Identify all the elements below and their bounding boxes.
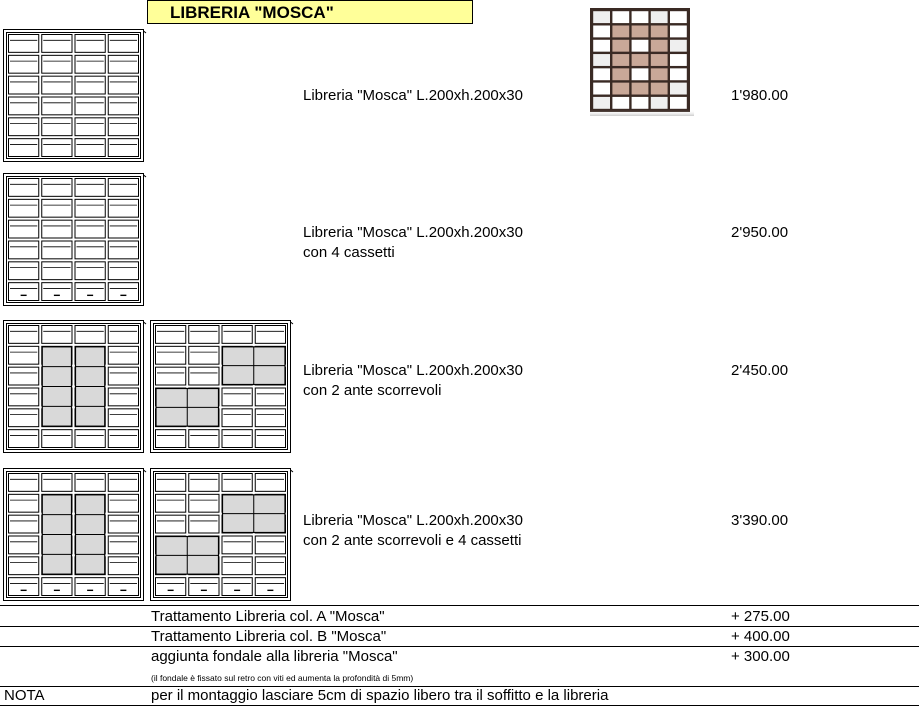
nota-label: NOTA — [4, 687, 45, 704]
cell — [75, 139, 105, 157]
cell — [255, 326, 285, 344]
product-1-description: Libreria "Mosca" L.200xh.200x30 — [303, 87, 523, 104]
cell — [42, 35, 72, 53]
cell — [9, 367, 39, 385]
cell — [9, 494, 39, 512]
cell — [108, 409, 138, 427]
cell — [9, 409, 39, 427]
extra-fondale-label: aggiunta fondale alla libreria "Mosca" — [151, 648, 398, 665]
cell — [255, 578, 285, 596]
sliding-door — [223, 495, 286, 533]
cell — [156, 578, 186, 596]
cell — [108, 76, 138, 94]
extra-fondale-price: + 300.00 — [731, 648, 790, 665]
sliding-door — [42, 495, 71, 574]
cell — [108, 35, 138, 53]
cell — [156, 326, 186, 344]
cell — [189, 494, 219, 512]
cell — [108, 220, 138, 238]
cell — [75, 55, 105, 73]
sliding-door — [156, 537, 219, 575]
row-divider — [0, 605, 919, 606]
cell — [9, 118, 39, 136]
cell — [75, 474, 105, 492]
product-2-price: 2'950.00 — [731, 224, 789, 241]
cell — [108, 367, 138, 385]
cell — [108, 326, 138, 344]
sliding-door — [42, 347, 71, 426]
extra-treatment-a-price: + 275.00 — [731, 608, 790, 625]
cell — [189, 578, 219, 596]
cell — [222, 474, 252, 492]
sliding-door — [76, 495, 105, 574]
cell — [222, 536, 252, 554]
product-2-variant: con 4 cassetti — [303, 244, 395, 261]
cell — [9, 430, 39, 448]
cell — [108, 430, 138, 448]
product-4-price: 3'390.00 — [731, 512, 789, 529]
extra-treatment-b-price: + 400.00 — [731, 628, 790, 645]
cell — [189, 367, 219, 385]
cell — [42, 97, 72, 115]
cell — [9, 474, 39, 492]
product-4-description: Libreria "Mosca" L.200xh.200x30 — [303, 512, 523, 529]
cell — [42, 118, 72, 136]
cell — [222, 326, 252, 344]
cell — [75, 326, 105, 344]
cell — [42, 283, 72, 301]
product-3-variant: con 2 ante scorrevoli — [303, 382, 442, 399]
cell — [75, 578, 105, 596]
cell — [156, 367, 186, 385]
cell — [108, 241, 138, 259]
bookcase-drawing-drawers — [3, 173, 147, 309]
cell — [108, 139, 138, 157]
cell — [42, 220, 72, 238]
cell — [42, 262, 72, 280]
sliding-door — [156, 389, 219, 427]
cell — [75, 76, 105, 94]
product-1-price: 1'980.00 — [731, 87, 789, 104]
cell — [9, 199, 39, 217]
product-3-description: Libreria "Mosca" L.200xh.200x30 — [303, 362, 523, 379]
product-4-variant: con 2 ante scorrevoli e 4 cassetti — [303, 532, 522, 549]
cell — [9, 35, 39, 53]
cell — [75, 220, 105, 238]
cell — [156, 515, 186, 533]
cell — [9, 179, 39, 197]
cell — [255, 474, 285, 492]
cell — [222, 388, 252, 406]
cell — [222, 557, 252, 575]
bookcase-product-photo — [588, 6, 694, 118]
cell — [108, 536, 138, 554]
cell — [156, 430, 186, 448]
cell — [189, 474, 219, 492]
cell — [108, 262, 138, 280]
cell — [108, 179, 138, 197]
product-3-price: 2'450.00 — [731, 362, 789, 379]
cell — [189, 430, 219, 448]
cell — [156, 494, 186, 512]
cell — [189, 326, 219, 344]
extra-treatment-a-label: Trattamento Libreria col. A "Mosca" — [151, 608, 385, 625]
cell — [156, 474, 186, 492]
cell — [75, 118, 105, 136]
cell — [75, 97, 105, 115]
fondale-note: (il fondale è fissato sul retro con viti ed aumenta la profondità di 5mm) — [151, 673, 414, 683]
cell — [255, 536, 285, 554]
cell — [42, 326, 72, 344]
cell — [189, 515, 219, 533]
cell — [9, 578, 39, 596]
cell — [9, 241, 39, 259]
bookcase-drawing-doors-vertical — [3, 320, 147, 456]
cell — [42, 578, 72, 596]
cell — [9, 515, 39, 533]
cell — [42, 139, 72, 157]
cell — [75, 241, 105, 259]
cell — [108, 283, 138, 301]
bookcase-drawing-doors-offset — [150, 320, 294, 456]
cell — [9, 220, 39, 238]
sliding-door — [76, 347, 105, 426]
cell — [9, 139, 39, 157]
product-2-description: Libreria "Mosca" L.200xh.200x30 — [303, 224, 523, 241]
cell — [255, 557, 285, 575]
cell — [222, 578, 252, 596]
cell — [108, 199, 138, 217]
cell — [222, 409, 252, 427]
cell — [108, 97, 138, 115]
cell — [108, 346, 138, 364]
cell — [75, 430, 105, 448]
bookcase-drawing-doors-vertical-drawers — [3, 468, 147, 604]
cell — [75, 179, 105, 197]
cell — [108, 494, 138, 512]
cell — [42, 241, 72, 259]
cell — [108, 515, 138, 533]
cell — [255, 430, 285, 448]
cell — [9, 283, 39, 301]
sliding-door — [223, 347, 286, 385]
cell — [42, 474, 72, 492]
bookcase-drawing-plain — [3, 29, 147, 165]
page-title: LIBRERIA "MOSCA" — [147, 0, 473, 24]
cell — [9, 557, 39, 575]
cell — [9, 346, 39, 364]
cell — [108, 55, 138, 73]
cell — [9, 262, 39, 280]
cell — [108, 557, 138, 575]
cell — [9, 388, 39, 406]
cell — [42, 430, 72, 448]
cell — [108, 474, 138, 492]
cell — [108, 388, 138, 406]
bookcase-drawing-doors-offset-drawers — [150, 468, 294, 604]
cell — [75, 35, 105, 53]
cell — [255, 409, 285, 427]
cell — [108, 578, 138, 596]
cell — [156, 346, 186, 364]
cell — [9, 55, 39, 73]
cell — [189, 346, 219, 364]
cell — [9, 97, 39, 115]
cell — [42, 179, 72, 197]
cell — [75, 262, 105, 280]
cell — [42, 55, 72, 73]
nota-text: per il montaggio lasciare 5cm di spazio libero tra il soffitto e la libreria — [151, 687, 609, 704]
cell — [42, 199, 72, 217]
cell — [75, 283, 105, 301]
cell — [108, 118, 138, 136]
cell — [222, 430, 252, 448]
cell — [9, 536, 39, 554]
cell — [9, 326, 39, 344]
cell — [42, 76, 72, 94]
cell — [255, 388, 285, 406]
extra-treatment-b-label: Trattamento Libreria col. B "Mosca" — [151, 628, 387, 645]
cell — [75, 199, 105, 217]
cell — [9, 76, 39, 94]
